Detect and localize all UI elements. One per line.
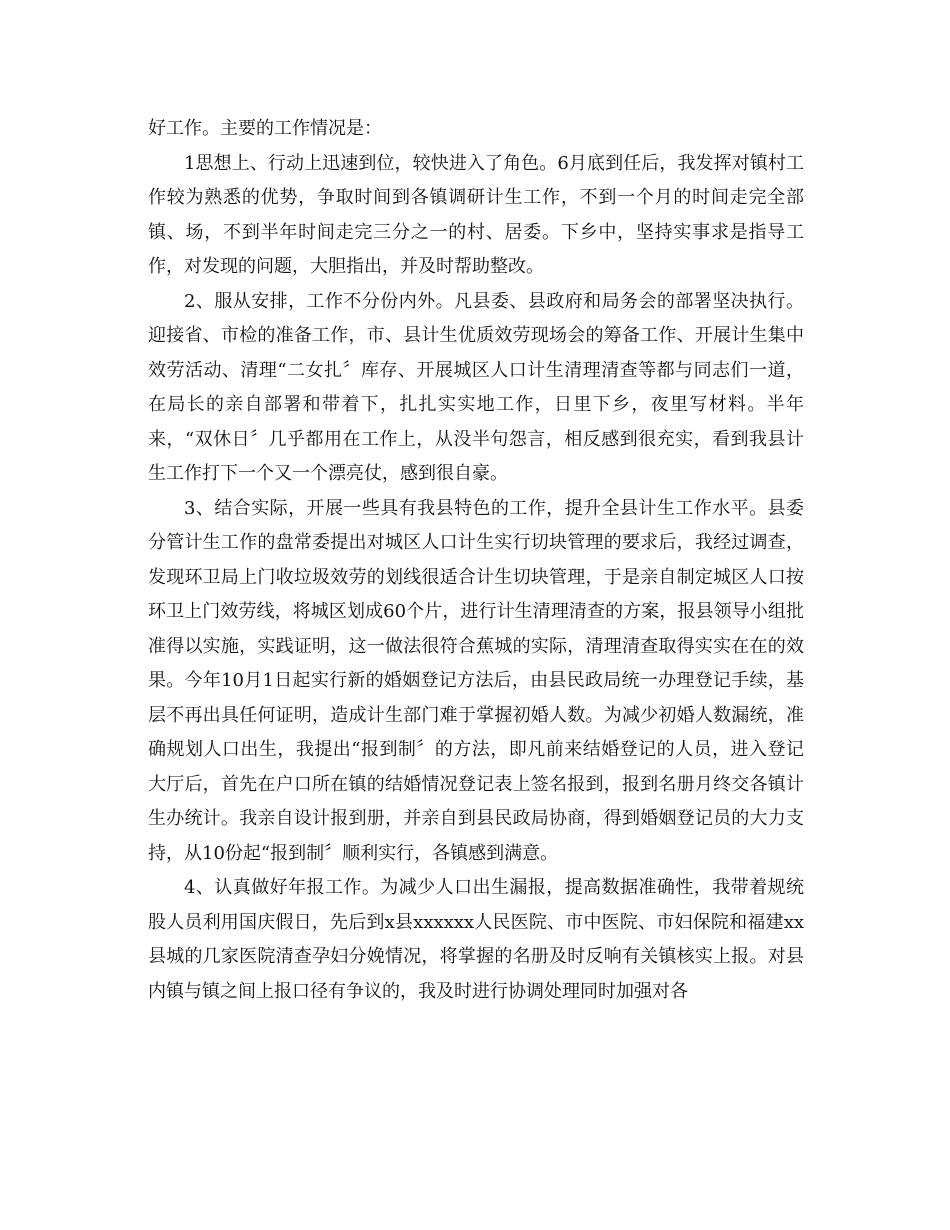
paragraph-item-1: 1思想上、行动上迅速到位，较快进入了角色。6月底到任后，我发挥对镇村工作较为熟悉的优势，争取时间到各镇调研计生工作，不到一个月的时间走完全部镇、场，不到半年时间走完三分之一的村、居委。下乡中，坚持实事求是指导工作，对发现的问题，大胆指出，并及时帮助整改。 [148, 152, 804, 277]
document-body [148, 112, 804, 1009]
paragraph-item-2: 2、服从安排，工作不分份内外。凡县委、县政府和局务会的部署坚决执行。迎接省、市检的准备工作，市、县计生优质效劳现场会的筹备工作、开展计生集中效劳活动、清理“二女扎〞库存、开展城区人口计生清理清查等都与同志们一道，在局长的亲自部署和带着下，扎扎实实地工作，日里下乡，夜里写材料。半年来，“双休日〞几乎都用在工作上，从没半句怨言，相反感到很充实，看到我县计生工作打下一个又一个漂亮仗，感到很自豪。 [148, 290, 804, 484]
paragraph-continuation: 好工作。主要的工作情况是： [148, 118, 382, 139]
paragraph-item-3: 3、结合实际，开展一些具有我县特色的工作，提升全县计生工作水平。县委分管计生工作的盘常委提出对城区人口计生实行切块管理的要求后，我经过调查，发现环卫局上门收垃圾效劳的划线很适合计生切块管理，于是亲自制定城区人口按环卫上门效劳线，将城区划成60个片，进行计生清理清查的方案，报县领导小组批准得以实施，实践证明，这一做法很符合蕉城的实际，清理清查取得实实在在的效果。今年10月1日起实行新的婚姻登记方法后，由县民政局统一办理登记手续，基层不再出具任何证明，造成计生部门难于掌握初婚人数。为减少初婚人数漏统，准确规划人口出生，我提出“报到制〞的方法，即凡前来结婚登记的人员，进入登记大厅后，首先在户口所在镇的结婚情况登记表上签名报到，报到名册月终交各镇计生办统计。我亲自设计报到册，并亲自到县民政局协商，得到婚姻登记员的大力支持，从10份起“报到制〞顺利实行，各镇感到满意。 [148, 497, 804, 864]
paragraph-item-4: 4、认真做好年报工作。为减少人口出生漏报，提高数据准确性，我带着规统股人员利用国庆假日，先后到x县xxxxxx人民医院、市中医院、市妇保院和福建xx县城的几家医院清查孕妇分娩情况，将掌握的名册及时反响有关镇核实上报。对县内镇与镇之间上报口径有争议的，我及时进行协调处理同时加强对各 [148, 877, 804, 1002]
